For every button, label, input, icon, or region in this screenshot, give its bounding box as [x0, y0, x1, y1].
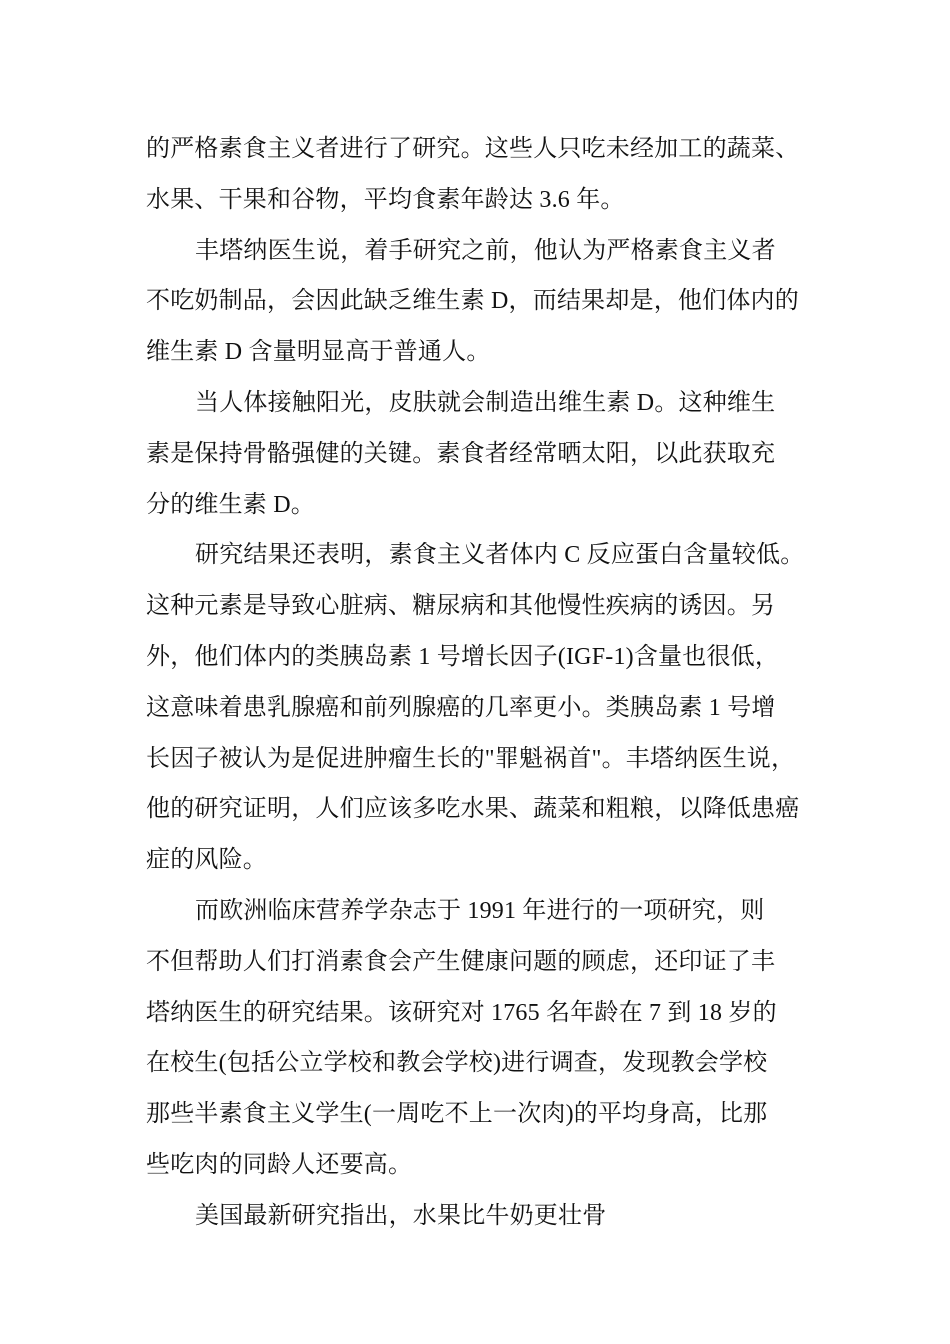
- text-line: 在校生(包括公立学校和教会学校)进行调查，发现教会学校: [146, 1050, 768, 1077]
- text-line: 丰塔纳医生说，着手研究之前，他认为严格素食主义者: [195, 237, 776, 264]
- document-body: [146, 124, 826, 1242]
- text-line: 美国最新研究指出，水果比牛奶更壮骨: [195, 1202, 607, 1229]
- text-line: 塔纳医生的研究结果。该研究对 1765 名年龄在 7 到 18 岁的: [146, 999, 777, 1026]
- text-line: 些吃肉的同龄人还要高。: [146, 1151, 413, 1178]
- text-line: 而欧洲临床营养学杂志于 1991 年进行的一项研究，则: [195, 897, 765, 924]
- text-line: 水果、干果和谷物，平均食素年龄达 3.6 年。: [146, 186, 625, 213]
- text-line: 他的研究证明，人们应该多吃水果、蔬菜和粗粮，以降低患癌: [146, 796, 800, 823]
- text-line: 维生素 D 含量明显高于普通人。: [146, 339, 491, 366]
- text-line: 素是保持骨骼强健的关键。素食者经常晒太阳，以此获取充: [146, 440, 776, 467]
- text-line: 症的风险。: [146, 847, 267, 874]
- text-line: 不但帮助人们打消素食会产生健康问题的顾虑，还印证了丰: [146, 948, 776, 975]
- text-line: 研究结果还表明，素食主义者体内 C 反应蛋白含量较低。: [195, 542, 805, 569]
- text-line: 分的维生素 D。: [146, 491, 315, 518]
- text-line: 外，他们体内的类胰岛素 1 号增长因子(IGF-1)含量也很低，: [146, 643, 780, 670]
- text-line: 的严格素食主义者进行了研究。这些人只吃未经加工的蔬菜、: [146, 136, 800, 162]
- text-line: 这意味着患乳腺癌和前列腺癌的几率更小。类胰岛素 1 号增: [146, 694, 776, 721]
- text-line: 那些半素食主义学生(一周吃不上一次肉)的平均身高，比那: [146, 1101, 768, 1128]
- text-line: 不吃奶制品，会因此缺乏维生素 D，而结果却是，他们体内的: [146, 288, 799, 315]
- text-line: 这种元素是导致心脏病、糖尿病和其他慢性疾病的诱因。另: [146, 593, 776, 620]
- text-line: 当人体接触阳光，皮肤就会制造出维生素 D。这种维生: [195, 389, 776, 416]
- text-line: 长因子被认为是促进肿瘤生长的"罪魁祸首"。丰塔纳医生说，: [146, 745, 796, 772]
